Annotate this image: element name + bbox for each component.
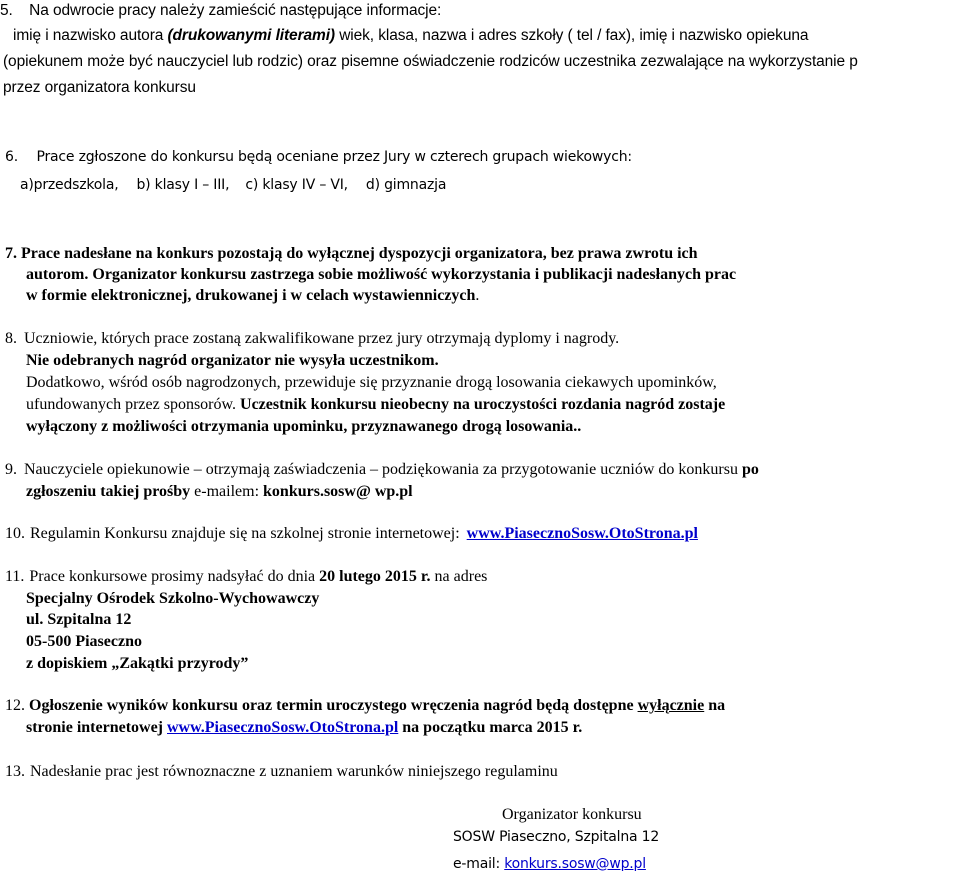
section-12-number: 12.	[5, 697, 25, 714]
section-11-text: Prace konkursowe prosimy nadsyłać do dnia	[29, 568, 320, 585]
section-5-text: wiek, klasa, nazwa i adres szkoły ( tel / fax), imię i nazwisko opiekuna	[334, 27, 809, 44]
signature-address: SOSW Piaseczno, Szpitalna 12	[453, 829, 660, 845]
address-street: ul. Szpitalna 12	[26, 611, 132, 628]
age-group: b) klasy I – III,	[136, 177, 230, 193]
section-8-line-3: Dodatkowo, wśród osób nagrodzonych, przewiduje się przyznanie drogą losowania ciekawych upominków,	[26, 374, 717, 391]
section-8-text: Nie odebranych nagród organizator nie wysyła uczestnikom.	[26, 352, 439, 369]
address-institution: Specjalny Ośrodek Szkolno-Wychowawczy	[26, 590, 320, 607]
section-11-number: 11.	[5, 568, 25, 585]
address-line	[26, 612, 131, 628]
age-group: a)przedszkola,	[20, 177, 119, 193]
section-12-text: stronie internetowej	[26, 719, 167, 736]
age-group: d) gimnazja	[365, 177, 447, 193]
section-5-number: 5.	[0, 2, 13, 19]
section-12-line-1	[5, 698, 725, 714]
section-13-line	[5, 764, 558, 780]
section-6-heading: Prace zgłoszone do konkursu będą oceniane przez Jury w czterech grupach wiekowych:	[36, 149, 632, 165]
section-11-line-1	[5, 569, 487, 585]
section-12-emphasis: wyłącznie	[637, 697, 705, 714]
section-12-text: na początku marca 2015 r.	[398, 719, 583, 736]
section-8-line-2	[26, 353, 439, 369]
section-9-line-2	[26, 484, 413, 500]
address-note: z dopiskiem „Zakątki przyrody”	[26, 655, 249, 672]
email-label: e-mail:	[453, 856, 505, 872]
section-5-emphasis: (drukowanymi literami)	[167, 27, 335, 44]
section-12-line-2	[26, 720, 582, 736]
section-8-line-5	[26, 419, 581, 435]
signature-organizer: Organizator konkursu	[502, 806, 642, 823]
section-10-number: 10.	[5, 525, 25, 542]
section-9-text: zgłoszeniu takiej prośby	[26, 483, 191, 500]
section-7-line-2	[26, 267, 736, 283]
section-8-number: 8.	[5, 330, 17, 347]
section-5-line-2	[13, 28, 808, 44]
section-7-line-1	[5, 246, 698, 262]
section-7-number: 7.	[5, 245, 17, 262]
section-8-text: Uczniowie, których prace zostaną zakwalifikowane przez jury otrzymają dyplomy i nagrody.	[24, 330, 620, 347]
section-5-heading: Na odwrocie pracy należy zamieścić następujące informacje:	[29, 2, 442, 19]
section-9-text: Nauczyciele opiekunowie – otrzymają zaświadczenia – podziękowania za przygotowanie uczniów do konkursu	[24, 461, 742, 478]
section-8-line-1	[5, 331, 619, 347]
deadline-date: 20 lutego 2015 r.	[319, 568, 431, 585]
section-8-text: Uczestnik konkursu nieobecny na uroczystości rozdania nagród zostaje	[236, 396, 726, 413]
section-7-text: .	[475, 287, 480, 304]
section-9-number: 9.	[5, 461, 17, 478]
address-city: 05-500 Piaseczno	[26, 633, 142, 650]
section-7-text: Organizator konkursu zastrzega sobie możliwość wykorzystania i publikacji nadesłanych prac	[88, 266, 737, 283]
section-8-text: ufundowanych przez sponsorów.	[26, 396, 237, 413]
regulations-website-link[interactable]: www.PiasecznoSosw.OtoStrona.pl	[466, 525, 698, 542]
section-6-number: 6.	[5, 149, 18, 165]
section-9-text: e-mailem:	[190, 483, 264, 500]
contact-email-text: konkurs.sosw@ wp.pl	[263, 483, 413, 500]
section-12-text: Ogłoszenie wyników konkursu oraz termin uroczystego wręczenia nagród będą dostępne	[25, 697, 638, 714]
age-group: c) klasy IV – VI,	[245, 177, 348, 193]
section-5-line-1	[0, 3, 441, 19]
address-line	[26, 656, 248, 672]
section-11-text: na adres	[430, 568, 488, 585]
section-7-text: autorom.	[26, 266, 89, 283]
section-13-number: 13.	[5, 763, 25, 780]
signature-email-line	[453, 857, 646, 871]
section-9-line-1	[5, 462, 759, 478]
section-5-text: imię i nazwisko autora	[13, 27, 168, 44]
section-7-line-3	[26, 288, 479, 304]
address-line	[26, 634, 142, 650]
section-8-text: wyłączony z możliwości otrzymania upominku, przyznawanego drogą losowania..	[26, 418, 582, 435]
section-10-text: Regulamin Konkursu znajduje się na szkolnej stronie internetowej:	[30, 525, 464, 542]
signature-email-link[interactable]: konkurs.sosw@wp.pl	[504, 856, 646, 872]
section-5-line-3: (opiekunem może być nauczyciel lub rodzic) oraz pisemne oświadczenie rodziców uczestnika zezwalające na wykorzystanie p	[3, 53, 858, 70]
section-6-line-1	[5, 150, 632, 164]
section-9-text: po	[741, 461, 759, 478]
section-13-text: Nadesłanie prac jest równoznaczne z uznaniem warunków niniejszego regulaminu	[30, 763, 558, 780]
section-12-text: na	[704, 697, 726, 714]
section-8-line-4	[26, 397, 725, 413]
results-website-link[interactable]: www.PiasecznoSosw.OtoStrona.pl	[167, 719, 399, 736]
address-line	[26, 591, 319, 607]
section-7-text: Prace nadesłane na konkurs pozostają do wyłącznej dyspozycji organizatora, bez prawa zwrotu ich	[21, 245, 698, 262]
section-7-text: w formie elektronicznej, drukowanej i w celach wystawienniczych	[26, 287, 476, 304]
section-6-groups	[20, 178, 446, 192]
section-5-line-4: przez organizatora konkursu	[3, 79, 196, 96]
section-10-line	[5, 526, 698, 542]
